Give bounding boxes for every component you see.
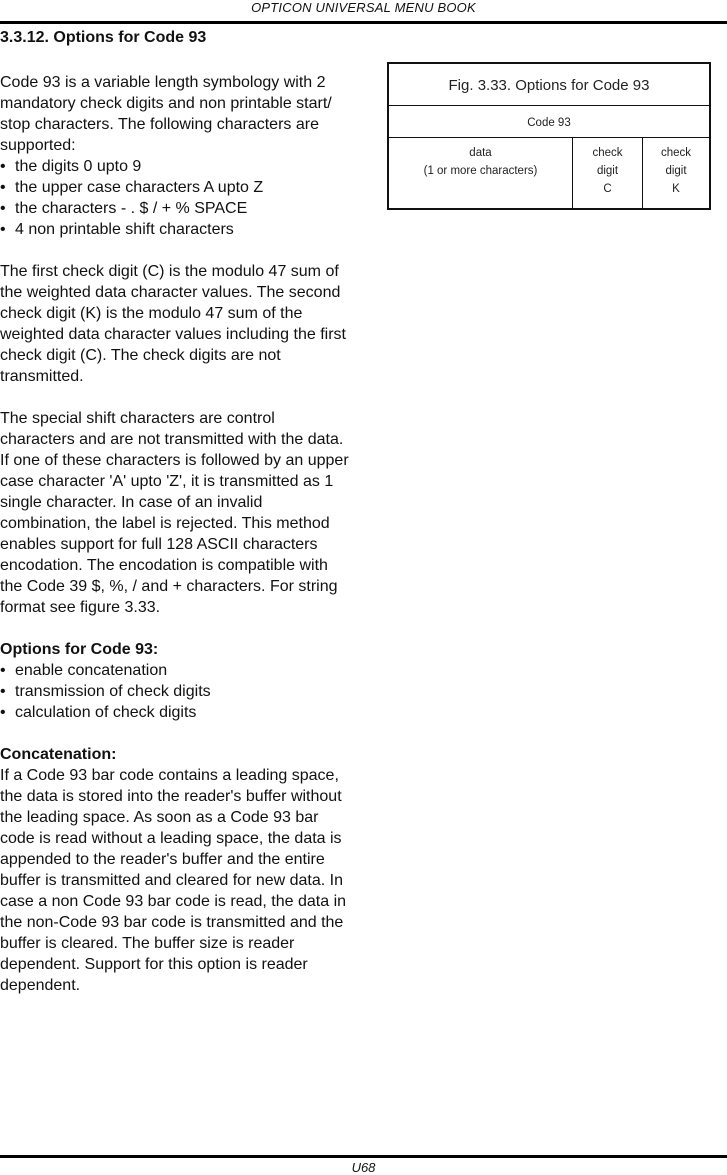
figure-subtitle: Code 93 [389,106,709,138]
list-item: • 4 non printable shift characters [0,221,234,238]
supported-characters-list [0,156,350,240]
code93-format-figure [387,62,711,210]
check-digits-paragraph: The first check digit (C) is the modulo 47 sum of the weighted data character values. The second check digit (K) is the modulo 47 sum of the weighted data character values including the first check digit (C). The check digits are not transmitted. [0,263,346,385]
page-number: U68 [351,1160,376,1175]
section-title: 3.3.12. Options for Code 93 [0,29,207,46]
list-item: • enable concatenation [0,662,168,679]
data-field-cell: data (1 or more characters) [389,138,573,208]
bullet-icon: • [0,200,6,217]
list-item: • calculation of check digits [0,704,197,721]
list-item: • the upper case characters A upto Z [0,179,264,196]
concatenation-paragraph: If a Code 93 bar code contains a leading space, the data is stored into the reader's buffer without the leading space. As soon as a Code 93 bar code is read without a leading space, the data is appended to the reader's buffer and the entire buffer is transmitted and cleared for new data. In case a non Code 93 bar code is read, the data in the non-Code 93 bar code is transmitted and the buffer is cleared. The buffer size is reader dependent. Support for this option is reader dependent. [0,767,347,994]
check-digit-c-cell: check digit C [573,138,643,208]
figure-field-row [389,138,709,208]
concatenation-heading: Concatenation: [0,746,117,763]
list-item: • transmission of check digits [0,683,211,700]
bullet-icon: • [0,683,6,700]
intro-paragraph: Code 93 is a variable length symbology with 2 mandatory check digits and non printable start/ stop characters. The following characters are supported: [0,74,332,154]
bullet-icon: • [0,704,6,721]
running-header: OPTICON UNIVERSAL MENU BOOK [251,0,476,15]
options-list [0,660,350,723]
shift-characters-paragraph: The special shift characters are control characters and are not transmitted with the data. If one of these characters is followed by an upper case character 'A' upto 'Z', it is transmitted as 1 single character. In case of an invalid combination, the label is rejected. This method enables support for full 128 ASCII characters encodation. The encodation is compatible with the Code 39 $, %, / and + characters. For string format see figure 3.33. [0,410,349,616]
figure-title: Fig. 3.33. Options for Code 93 [389,64,709,106]
footer-rule [0,1155,727,1158]
list-item: • the digits 0 upto 9 [0,158,142,175]
bullet-icon: • [0,221,6,238]
check-digit-k-cell: check digit K [660,147,692,195]
bullet-icon: • [0,662,6,679]
bullet-icon: • [0,179,6,196]
bullet-icon: • [0,158,6,175]
list-item: • the characters - . $ / + % SPACE [0,200,248,217]
main-text-column [0,72,350,996]
header-rule [0,21,727,24]
options-heading: Options for Code 93: [0,641,159,658]
